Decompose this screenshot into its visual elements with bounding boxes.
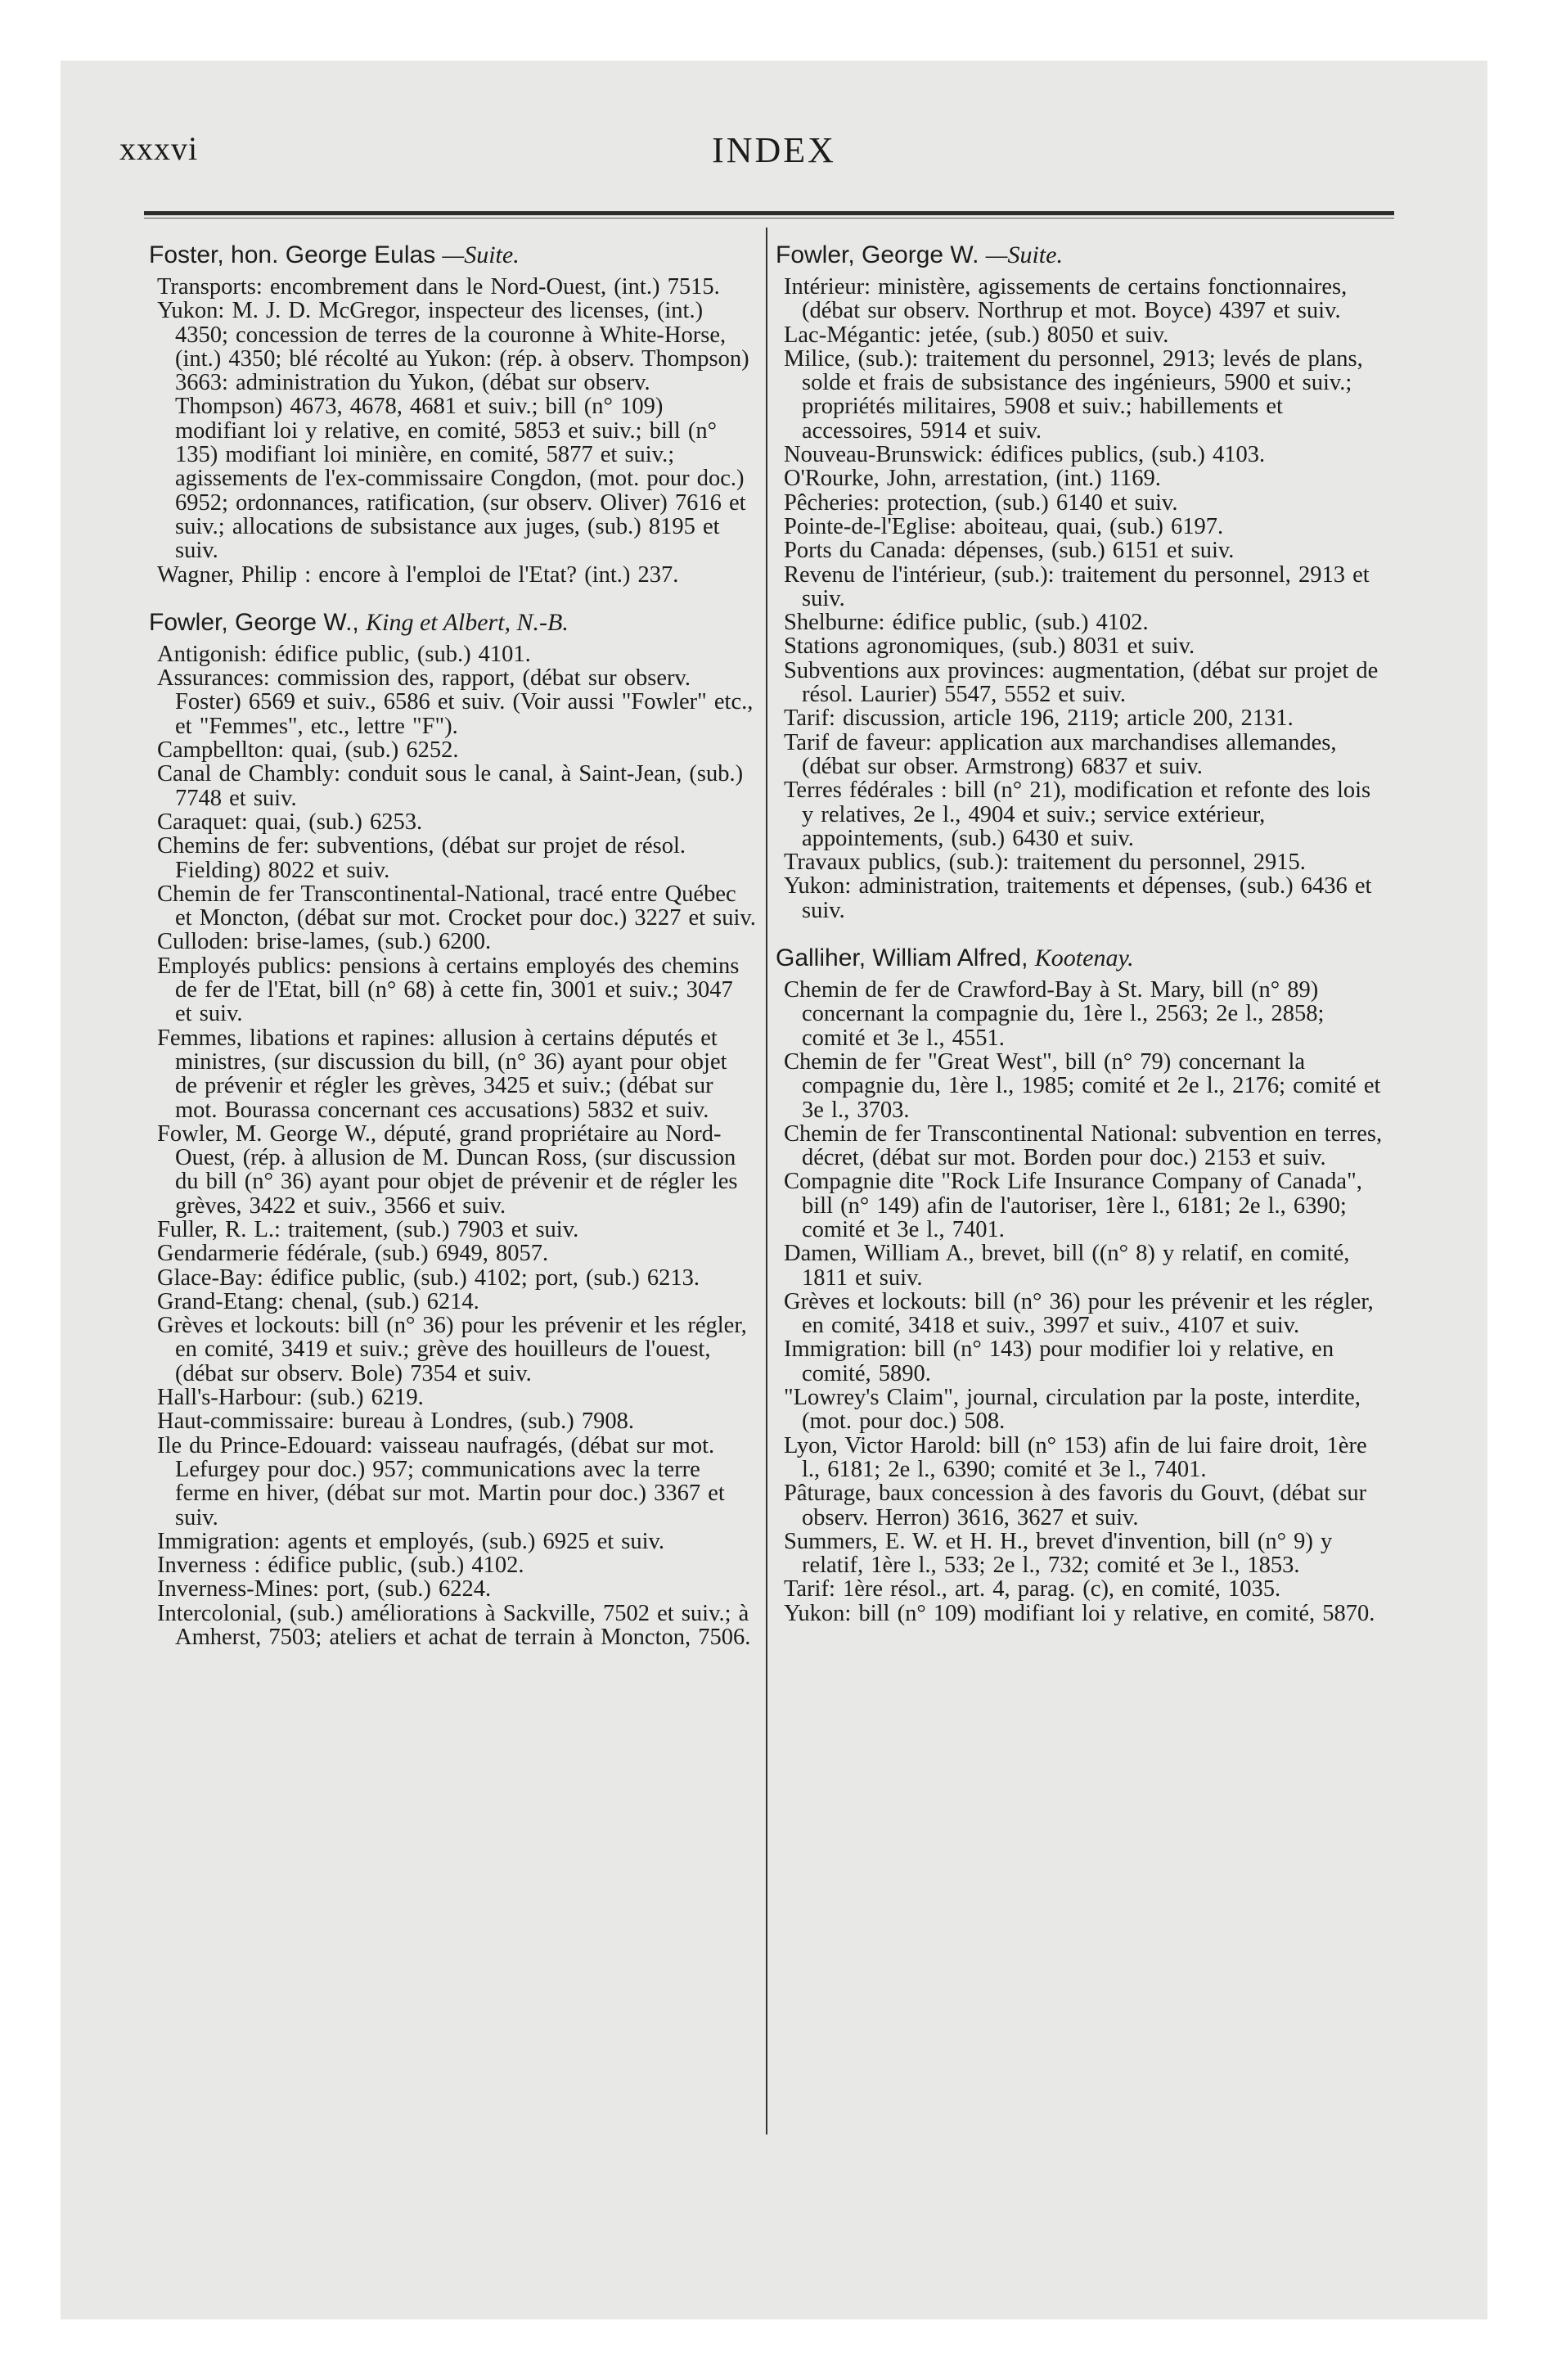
heading-affiliation: King et Albert, N.-B.	[366, 608, 569, 636]
index-entry: Chemin de fer de Crawford-Bay à St. Mary, bill (n° 89) concernant la compagnie du, 1ère l., 2563; 2e l., 2858; comité et 3e l., 4551.	[784, 977, 1325, 1051]
index-entry: Femmes, libations et rapines: allusion à certains députés et ministres, (sur discussion du bill, (n° 36) ayant pour objet de prévenir et régler les grèves, 3425 et suiv.; (débat sur mot. Bourassa concernant ces accusations) 5832 et suiv.	[157, 1025, 727, 1123]
index-entry: Ile du Prince-Edouard: vaisseau naufragés, (débat sur mot. Lefurgey pour doc.) 957; communications avec la terre ferme en hiver, (débat sur mot. Martin pour doc.) 3367 et suiv.	[157, 1432, 725, 1530]
index-entry: Pâturage, baux concession à des favoris du Gouvt, (débat sur observ. Herron) 3616, 3627 et suiv.	[784, 1481, 1367, 1530]
heading-affiliation: —Suite.	[442, 241, 520, 268]
index-entry: Assurances: commission des, rapport, (débat sur observ. Foster) 6569 et suiv., 6586 et suiv. (Voir aussi "Fowler" etc., et "Femmes", etc., lettre "F").	[157, 665, 754, 739]
index-entry: Wagner, Philip : encore à l'emploi de l'Etat? (int.) 237.	[157, 561, 679, 588]
index-entry: Inverness-Mines: port, (sub.) 6224.	[157, 1576, 492, 1602]
index-heading	[149, 610, 756, 636]
index-entry: Yukon: administration, traitements et dépenses, (sub.) 6436 et suiv.	[784, 873, 1372, 923]
index-entry: Immigration: agents et employés, (sub.) 6925 et suiv.	[157, 1528, 665, 1554]
heading-name: Galliher, William Alfred,	[776, 944, 1028, 972]
index-heading	[776, 945, 1383, 971]
index-entry: Haut-commissaire: bureau à Londres, (sub.) 7908.	[157, 1409, 635, 1435]
page-title: INDEX	[712, 130, 836, 170]
index-entry: Yukon: bill (n° 109) modifiant loi y relative, en comité, 5870.	[784, 1600, 1375, 1626]
heading-name: Fowler, George W.,	[149, 608, 359, 636]
column-divider	[766, 228, 767, 2134]
index-entry: Transports: encombrement dans le Nord-Ouest, (int.) 7515.	[157, 274, 720, 300]
index-entry: Tarif de faveur: application aux marchandises allemandes, (débat sur obser. Armstrong) 6837 et suiv.	[784, 729, 1337, 779]
index-entry: Glace-Bay: édifice public, (sub.) 4102; port, (sub.) 6213.	[157, 1264, 700, 1291]
index-entry: Lyon, Victor Harold: bill (n° 153) afin de lui faire droit, 1ère l., 6181; 2e l., 6390; comité et 3e l., 7401.	[784, 1432, 1367, 1482]
index-entry: Grèves et lockouts: bill (n° 36) pour les prévenir et les régler, en comité, 3419 et suiv.; grève des houilleurs de l'ouest, (débat sur observ. Bole) 7354 et suiv.	[157, 1313, 747, 1386]
index-entry: Intérieur: ministère, agissements de certains fonctionnaires, (débat sur observ. Northrup et mot. Boyce) 4397 et suiv.	[784, 274, 1348, 324]
index-entry: Immigration: bill (n° 143) pour modifier loi y relative, en comité, 5890.	[784, 1336, 1334, 1386]
index-entry: Caraquet: quai, (sub.) 6253.	[157, 809, 423, 835]
index-entry: Chemin de fer Transcontinental National: subvention en terres, décret, (débat sur mot. Borden pour doc.) 2153 et suiv.	[784, 1120, 1383, 1171]
index-entry: Terres fédérales : bill (n° 21), modification et refonte des lois y relatives, 2e l., 4904 et suiv.; service extérieur, appointements, (sub.) 6430 et suiv.	[784, 778, 1371, 851]
index-entry: Tarif: 1ère résol., art. 4, parag. (c), en comité, 1035.	[784, 1576, 1281, 1602]
index-entry: Chemin de fer "Great West", bill (n° 79) concernant la compagnie du, 1ère l., 1985; comité et 2e l., 2176; comité et 3e l., 3703.	[784, 1048, 1381, 1123]
index-entry: Stations agronomiques, (sub.) 8031 et suiv.	[784, 633, 1195, 660]
index-entry: Subventions aux provinces: augmentation, (débat sur projet de résol. Laurier) 5547, 5552 et suiv.	[784, 657, 1379, 708]
section-gap	[776, 922, 1383, 945]
index-heading	[149, 242, 756, 268]
heading-name: Fowler, George W.	[776, 241, 979, 268]
index-entry: Lac-Mégantic: jetée, (sub.) 8050 et suiv.	[784, 322, 1169, 348]
index-entry: Chemin de fer Transcontinental-National, tracé entre Québec et Moncton, (débat sur mot. Crocket pour doc.) 3227 et suiv.	[157, 881, 756, 931]
index-entry: Ports du Canada: dépenses, (sub.) 6151 et suiv.	[784, 538, 1235, 564]
header-rule	[144, 211, 1394, 215]
index-entry: Hall's-Harbour: (sub.) 6219.	[157, 1385, 424, 1411]
index-entry: Pêcheries: protection, (sub.) 6140 et suiv.	[784, 489, 1178, 516]
index-entry: Summers, E. W. et H. H., brevet d'invention, bill (n° 9) y relatif, 1ère l., 533; 2e l., 732; comité et 3e l., 1853.	[784, 1528, 1333, 1579]
section-gap	[149, 587, 756, 610]
index-entry: Gendarmerie fédérale, (sub.) 6949, 8057.	[157, 1241, 549, 1267]
index-entry: "Lowrey's Claim", journal, circulation par la poste, interdite, (mot. pour doc.) 508.	[784, 1385, 1361, 1435]
index-entry: Grand-Etang: chenal, (sub.) 6214.	[157, 1288, 479, 1314]
header-rule-thin	[144, 218, 1394, 219]
left-column	[149, 242, 756, 1649]
index-entry: Yukon: M. J. D. McGregor, inspecteur des licenses, (int.) 4350; concession de terres de la couronne à White-Horse, (int.) 4350; blé récolté au Yukon: (rép. à observ. Thompson) 3663: administration du Yukon, (débat sur observ. Thompson) 4673, 4678, 4681 et suiv.; bill (n° 109) modifiant loi y relative, en comité, 5853 et suiv.; bill (n° 135) modifiant loi minière, en comité, 5877 et suiv.; agissements de l'ex-commissaire Congdon, (mot. pour doc.) 6952; ordonnances, ratification, (sur observ. Oliver) 7616 et suiv.; allocations de subsistance aux juges, (sub.) 8195 et suiv.	[157, 298, 749, 564]
index-entry: Nouveau-Brunswick: édifices publics, (sub.) 4103.	[784, 442, 1266, 468]
right-column	[776, 242, 1383, 1625]
index-entry: Campbellton: quai, (sub.) 6252.	[157, 737, 459, 764]
index-entry: Shelburne: édifice public, (sub.) 4102.	[784, 610, 1149, 636]
index-entry: Pointe-de-l'Eglise: aboiteau, quai, (sub.) 6197.	[784, 513, 1224, 539]
heading-affiliation: —Suite.	[985, 241, 1063, 268]
index-entry: Culloden: brise-lames, (sub.) 6200.	[157, 929, 492, 955]
index-entry: Damen, William A., brevet, bill ((n° 8) y relatif, en comité, 1811 et suiv.	[784, 1241, 1350, 1291]
index-entry: Grèves et lockouts: bill (n° 36) pour les prévenir et les régler, en comité, 3418 et suiv., 3997 et suiv., 4107 et suiv.	[784, 1288, 1374, 1339]
index-entry: Tarif: discussion, article 196, 2119; article 200, 2131.	[784, 705, 1294, 732]
page-number: xxxvi	[119, 130, 199, 167]
index-entry: Intercolonial, (sub.) améliorations à Sackville, 7502 et suiv.; à Amherst, 7503; ateliers et achat de terrain à Moncton, 7506.	[157, 1600, 751, 1651]
index-entry: Antigonish: édifice public, (sub.) 4101.	[157, 641, 531, 667]
index-entry: Inverness : édifice public, (sub.) 4102.	[157, 1553, 524, 1579]
index-entry: Milice, (sub.): traitement du personnel, 2913; levés de plans, solde et frais de subsistance des ingénieurs, 5900 et suiv.; propriétés militaires, 5908 et suiv.; habillements et accessoires, 5914 et suiv.	[784, 345, 1363, 444]
index-entry: O'Rourke, John, arrestation, (int.) 1169.	[784, 466, 1161, 492]
index-entry: Canal de Chambly: conduit sous le canal, à Saint-Jean, (sub.) 7748 et suiv.	[157, 761, 744, 811]
index-heading	[776, 242, 1383, 268]
index-entry: Fowler, M. George W., député, grand propriétaire au Nord-Ouest, (rép. à allusion de M. Duncan Ross, (sur discussion du bill (n° 36) ayant pour objet de prévenir et de régler les grèves, 3422 et suiv., 3566 et suiv.	[157, 1120, 738, 1219]
index-entry: Revenu de l'intérieur, (sub.): traitement du personnel, 2913 et suiv.	[784, 561, 1370, 611]
index-entry: Chemins de fer: subventions, (débat sur projet de résol. Fielding) 8022 et suiv.	[157, 833, 686, 883]
heading-name: Foster, hon. George Eulas	[149, 241, 436, 268]
index-entry: Compagnie dite "Rock Life Insurance Company of Canada", bill (n° 149) afin de l'autoriser, 1ère l., 6181; 2e l., 6390; comité et 3e l., 7401.	[784, 1169, 1362, 1242]
index-entry: Employés publics: pensions à certains employés des chemins de fer de l'Etat, bill (n° 68) à cette fin, 3001 et suiv.; 3047 et suiv.	[157, 953, 740, 1027]
index-entry: Fuller, R. L.: traitement, (sub.) 7903 et suiv.	[157, 1216, 579, 1242]
index-entry: Travaux publics, (sub.): traitement du personnel, 2915.	[784, 850, 1306, 876]
heading-affiliation: Kootenay.	[1034, 944, 1134, 972]
